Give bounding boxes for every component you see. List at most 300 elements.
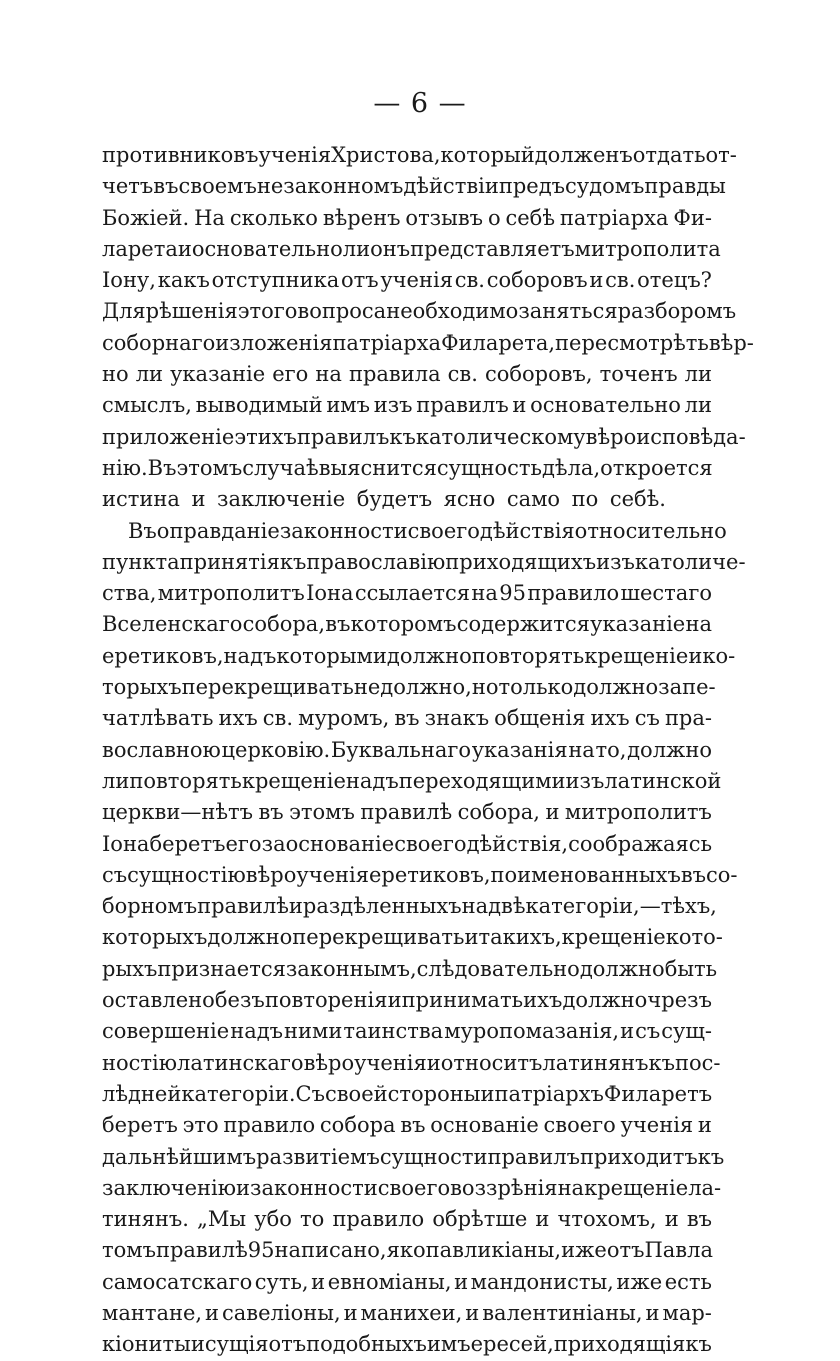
word: еретиковъ, xyxy=(369,862,491,887)
word: въ xyxy=(394,706,420,731)
word: должно, xyxy=(380,675,472,700)
word: латинскаго xyxy=(177,1050,304,1075)
word: основаніе xyxy=(285,831,395,856)
word: Филарета, xyxy=(441,330,556,355)
word: основательно xyxy=(191,236,343,261)
word: и xyxy=(535,1207,550,1232)
word: ли xyxy=(135,362,164,387)
word: католиче- xyxy=(634,549,746,574)
text-line xyxy=(102,547,746,578)
text-line xyxy=(102,954,718,985)
word: церковію. xyxy=(221,737,331,762)
text-line xyxy=(102,1110,712,1141)
word: ли xyxy=(684,362,712,387)
text-line xyxy=(102,203,712,234)
word: от- xyxy=(705,143,737,167)
word: должно xyxy=(579,956,665,981)
word: истина xyxy=(102,487,180,512)
word: Божіей. xyxy=(102,205,190,230)
word: и xyxy=(620,1019,635,1044)
word: правило xyxy=(527,581,620,606)
word: яко xyxy=(386,1238,426,1263)
word: торыхъ xyxy=(102,675,182,700)
word: своемъ xyxy=(178,174,257,199)
text-line xyxy=(102,359,712,390)
word: и xyxy=(664,1207,679,1232)
word: патріархъ xyxy=(494,1081,604,1106)
word: пересмотрѣть xyxy=(555,330,709,355)
word: мандонисты, xyxy=(470,1269,614,1294)
word: Для xyxy=(102,299,146,324)
word: ларета xyxy=(102,236,178,261)
word: къ xyxy=(279,549,307,574)
word: есть xyxy=(664,1269,712,1294)
word: относительно xyxy=(574,518,727,543)
text-line xyxy=(102,641,736,672)
word: его xyxy=(225,831,262,856)
word: Павла xyxy=(644,1238,713,1263)
word: его xyxy=(272,362,309,387)
word: павликіаны, xyxy=(425,1238,562,1263)
text-line xyxy=(102,860,738,891)
word: и xyxy=(236,1175,251,1200)
text-line xyxy=(102,891,717,922)
word: православію xyxy=(306,549,446,574)
word: должно xyxy=(386,643,472,668)
word: категоріи,—тѣхъ, xyxy=(525,894,717,919)
word: и xyxy=(190,1332,205,1357)
word: въ xyxy=(325,612,351,637)
word: онъ xyxy=(370,236,411,261)
word: мар- xyxy=(662,1300,712,1325)
word: и xyxy=(387,988,402,1013)
text-line xyxy=(102,922,723,953)
word: ихъ xyxy=(590,706,630,731)
word: муропомазанія, xyxy=(444,1019,620,1044)
text-line xyxy=(102,453,712,484)
word: томъ xyxy=(102,1238,156,1263)
word: крещеніе xyxy=(241,768,346,793)
word: изложенія xyxy=(215,330,333,355)
text-line xyxy=(102,390,712,421)
word: отступника xyxy=(211,268,340,293)
word: со- xyxy=(706,862,738,887)
word: должно xyxy=(562,988,648,1013)
word: написано, xyxy=(274,1238,387,1263)
word: отъ xyxy=(340,268,379,293)
word: св. xyxy=(605,268,636,293)
word: и xyxy=(688,643,703,668)
word: ства, xyxy=(102,581,157,606)
word: правилѣ xyxy=(155,1238,248,1263)
word: стороны xyxy=(387,1081,481,1106)
word: приходящія xyxy=(553,1332,686,1357)
word: убо xyxy=(254,1207,292,1232)
word: вѣроисповѣда- xyxy=(585,424,746,449)
word: изъ xyxy=(565,768,605,793)
word: митрополитъ xyxy=(157,581,305,606)
word: Іона xyxy=(306,581,354,606)
word: и xyxy=(205,1300,220,1325)
word: ностію xyxy=(102,1050,178,1075)
word: переходящими xyxy=(398,768,566,793)
word: изъ xyxy=(373,393,413,418)
word: должно xyxy=(627,737,712,762)
word: основательно xyxy=(530,393,681,418)
word: случаѣ xyxy=(242,455,319,480)
word: и xyxy=(426,1050,441,1075)
word: вопроса xyxy=(297,299,387,324)
word: то, xyxy=(595,737,627,762)
word: св. xyxy=(447,362,478,387)
word: патріарха xyxy=(332,330,442,355)
word: законности xyxy=(279,518,408,543)
word: ученія xyxy=(380,268,453,293)
word: на xyxy=(461,894,489,919)
text-line xyxy=(102,1079,712,1110)
word: пункта xyxy=(102,549,180,574)
word: На xyxy=(194,205,225,230)
word: которыхъ xyxy=(102,925,208,950)
word: шестаго xyxy=(620,581,712,606)
word: рыхъ xyxy=(102,956,158,981)
word: и xyxy=(512,393,527,418)
text-line xyxy=(102,829,712,860)
word: церкви—нѣтъ xyxy=(102,800,253,825)
word: собора, xyxy=(242,612,326,637)
word: себѣ. xyxy=(609,487,666,512)
word: указаніе xyxy=(590,612,686,637)
word: признается xyxy=(157,956,286,981)
word: какъ xyxy=(157,268,210,293)
word: въ xyxy=(153,174,179,199)
word: отъ xyxy=(268,1332,307,1357)
word: крещеніе xyxy=(561,925,666,950)
word: безъ xyxy=(214,988,265,1013)
word: сущности xyxy=(379,1144,488,1169)
word: который xyxy=(440,143,535,167)
word: правилъ xyxy=(487,1144,580,1169)
body-text xyxy=(102,140,754,1361)
word: указаніе xyxy=(170,362,266,387)
word: быть xyxy=(664,956,718,981)
word: кіониты xyxy=(102,1332,191,1357)
text-line xyxy=(102,1329,712,1360)
word: самосатскаго xyxy=(102,1269,253,1294)
word: и xyxy=(589,268,604,293)
word: Въ xyxy=(147,455,177,480)
word: то xyxy=(300,1207,325,1232)
word: оставлено xyxy=(102,988,215,1013)
word: этомъ xyxy=(176,455,243,480)
text-line xyxy=(102,1016,712,1047)
word: сколько xyxy=(229,205,318,230)
word: но xyxy=(471,675,499,700)
word: заняться xyxy=(518,299,618,324)
word: и xyxy=(545,800,560,825)
word: выводимый xyxy=(195,393,323,418)
word: вѣроученія xyxy=(303,1050,427,1075)
word: отзывъ xyxy=(405,205,484,230)
word: митрополитъ xyxy=(564,800,712,825)
word: за xyxy=(261,831,286,856)
word: вославною xyxy=(102,737,221,762)
word: содержится xyxy=(456,612,590,637)
word: имъ xyxy=(326,393,371,418)
word: манихеи, xyxy=(360,1300,463,1325)
word: Буквальнаго xyxy=(330,737,472,762)
word: законности xyxy=(250,1175,378,1200)
word: ли xyxy=(684,393,712,418)
word: св. xyxy=(454,268,485,293)
word: законнымъ, xyxy=(285,956,417,981)
word: къ xyxy=(648,1050,675,1075)
word: должно xyxy=(207,925,293,950)
word: съ xyxy=(635,1019,661,1044)
word: правилѣ xyxy=(360,800,453,825)
word: основаніе xyxy=(430,1113,539,1138)
word: приложеніе xyxy=(102,424,235,449)
word: и xyxy=(288,894,303,919)
word: таинства xyxy=(343,1019,444,1044)
word: точенъ xyxy=(599,362,678,387)
word: своего xyxy=(407,518,480,543)
word: будетъ xyxy=(356,487,433,512)
word: муромъ, xyxy=(298,706,390,731)
word: оправданіе xyxy=(156,518,280,543)
word: ко- xyxy=(702,643,736,668)
text-line xyxy=(102,1298,712,1329)
word: представляетъ xyxy=(410,236,575,261)
text-line xyxy=(102,578,712,609)
word: католическому xyxy=(415,424,586,449)
text-line xyxy=(102,1048,721,1079)
word: на xyxy=(471,581,498,606)
word: о xyxy=(487,205,501,230)
word: судомъ xyxy=(565,174,645,199)
word: иже xyxy=(616,1269,663,1294)
word: пра- xyxy=(664,706,712,731)
word: ихъ xyxy=(218,706,258,731)
word: но xyxy=(102,362,129,387)
word: савеліоны, xyxy=(222,1300,341,1325)
word: смыслъ, xyxy=(102,393,192,418)
word: правилъ xyxy=(416,393,509,418)
word: своего xyxy=(377,1175,451,1200)
word: совершеніе xyxy=(102,1019,230,1044)
word: 95 xyxy=(499,581,527,606)
text-line xyxy=(102,234,721,265)
word: себѣ xyxy=(505,205,555,230)
word: правилъ xyxy=(296,424,390,449)
word: это xyxy=(182,1113,219,1138)
word: только xyxy=(498,675,574,700)
word: съ xyxy=(634,706,660,731)
text-line xyxy=(102,328,754,359)
word: 95 xyxy=(247,1238,275,1263)
word: ихъ xyxy=(523,988,563,1013)
word: ересей, xyxy=(470,1332,554,1357)
word: долженъ xyxy=(534,143,633,167)
word: къ xyxy=(685,1332,712,1357)
word: рѣшенія xyxy=(145,299,238,324)
word: вѣроученія xyxy=(245,862,369,887)
word: „Мы xyxy=(197,1207,247,1232)
word: повторять xyxy=(129,768,242,793)
word: патріарха xyxy=(559,205,669,230)
word: воззрѣнія xyxy=(450,1175,558,1200)
word: заключеніе xyxy=(216,487,346,512)
word: въ xyxy=(400,1113,426,1138)
word: въ xyxy=(258,800,284,825)
word: принимать xyxy=(401,988,524,1013)
word: раздѣленныхъ xyxy=(302,894,462,919)
word: евноміаны, xyxy=(327,1269,452,1294)
word: собора, xyxy=(457,800,540,825)
text-line xyxy=(102,1235,712,1266)
word: отецъ? xyxy=(637,268,712,293)
word: своего xyxy=(394,831,467,856)
word: должно xyxy=(573,675,659,700)
word: откроется xyxy=(600,455,713,480)
word: лѣдней xyxy=(102,1081,182,1106)
text-line xyxy=(102,766,722,797)
word: ясно xyxy=(443,487,496,512)
word: сущностію xyxy=(127,862,246,887)
word: дальнѣйшимъ xyxy=(102,1144,257,1169)
word: Іона xyxy=(102,831,150,856)
word: и xyxy=(311,1269,326,1294)
word: Съ xyxy=(295,1081,325,1106)
word: не xyxy=(353,675,381,700)
word: и xyxy=(191,487,206,512)
word: правилѣ xyxy=(197,894,289,919)
word: надъ xyxy=(223,643,277,668)
word: по xyxy=(571,487,599,512)
word: такихъ, xyxy=(478,925,562,950)
word: соображаясь xyxy=(568,831,712,856)
word: само xyxy=(506,487,561,512)
word: заключенію xyxy=(102,1175,237,1200)
word: беретъ xyxy=(149,831,226,856)
word: слѣдовательно xyxy=(416,956,580,981)
word: перекрещивать xyxy=(292,925,465,950)
word: незаконномъ xyxy=(256,174,404,199)
word: и xyxy=(645,1300,660,1325)
text-line xyxy=(102,484,712,515)
word: тинянъ. xyxy=(102,1207,189,1232)
text-line xyxy=(102,1204,712,1235)
text-line xyxy=(102,171,726,202)
word: латинянъ xyxy=(542,1050,649,1075)
word: выяснится xyxy=(318,455,437,480)
word: и xyxy=(480,1081,495,1106)
word: иже xyxy=(561,1238,607,1263)
word: къ xyxy=(389,424,416,449)
text-line xyxy=(102,140,737,171)
text-line xyxy=(102,672,716,703)
word: ла- xyxy=(688,1175,722,1200)
word: которомъ xyxy=(350,612,457,637)
word: этого xyxy=(237,299,298,324)
word: крещеніе xyxy=(584,643,689,668)
word: нію. xyxy=(102,455,148,480)
word: св. xyxy=(262,706,294,731)
text-line xyxy=(102,1173,722,1204)
word: соборнаго xyxy=(102,330,216,355)
word: вѣр- xyxy=(708,330,754,355)
text-line xyxy=(102,703,712,734)
word: съ xyxy=(102,862,128,887)
word: своей xyxy=(324,1081,388,1106)
word: этихъ xyxy=(234,424,297,449)
word: относитъ xyxy=(440,1050,543,1075)
word: дѣла, xyxy=(541,455,601,480)
word: сущность xyxy=(436,455,542,480)
word: надъ xyxy=(230,1019,284,1044)
word: ними xyxy=(284,1019,343,1044)
word: которыми xyxy=(276,643,387,668)
word: приходящихъ xyxy=(445,549,597,574)
word: дѣйствіи xyxy=(403,174,499,199)
word: на xyxy=(685,612,712,637)
word: ли xyxy=(102,768,130,793)
word: указанія xyxy=(471,737,568,762)
word: латинской xyxy=(604,768,722,793)
word: запе- xyxy=(658,675,716,700)
word: Вселенскаго xyxy=(102,612,243,637)
word: своего xyxy=(543,1113,616,1138)
word: чатлѣвать xyxy=(102,706,214,731)
word: правды xyxy=(644,174,726,199)
word: суть, xyxy=(254,1269,309,1294)
word: имъ xyxy=(426,1332,471,1357)
text-line xyxy=(102,735,712,766)
word: на xyxy=(315,362,342,387)
word: митрополита xyxy=(574,236,721,261)
page-number: — 6 — xyxy=(373,88,467,119)
text-line xyxy=(102,422,746,453)
word: соборовъ, xyxy=(484,362,593,387)
text-line xyxy=(102,296,737,327)
word: ученія xyxy=(620,1113,694,1138)
word: ссылается xyxy=(354,581,471,606)
word: развитіемъ xyxy=(256,1144,380,1169)
word: знакъ xyxy=(424,706,490,731)
word: двѣ xyxy=(488,894,526,919)
word: правила xyxy=(348,362,441,387)
word: отъ xyxy=(606,1238,645,1263)
word: беретъ xyxy=(102,1113,178,1138)
word: изъ xyxy=(596,549,635,574)
word: и xyxy=(343,1300,358,1325)
word: пос- xyxy=(674,1050,721,1075)
text-line xyxy=(102,1142,725,1173)
text-line xyxy=(102,797,712,828)
word: Христова, xyxy=(331,143,441,167)
word: Фи- xyxy=(673,205,712,230)
word: повторенія xyxy=(264,988,388,1013)
word: борномъ xyxy=(102,894,198,919)
word: соборовъ xyxy=(486,268,588,293)
word: и xyxy=(177,236,192,261)
word: категоріи. xyxy=(181,1081,296,1106)
word: подобныхъ xyxy=(306,1332,427,1357)
word: валентиніаны, xyxy=(482,1300,643,1325)
word: общенія xyxy=(494,706,586,731)
word: чрезъ xyxy=(647,988,712,1013)
word: дѣйствія, xyxy=(466,831,569,856)
